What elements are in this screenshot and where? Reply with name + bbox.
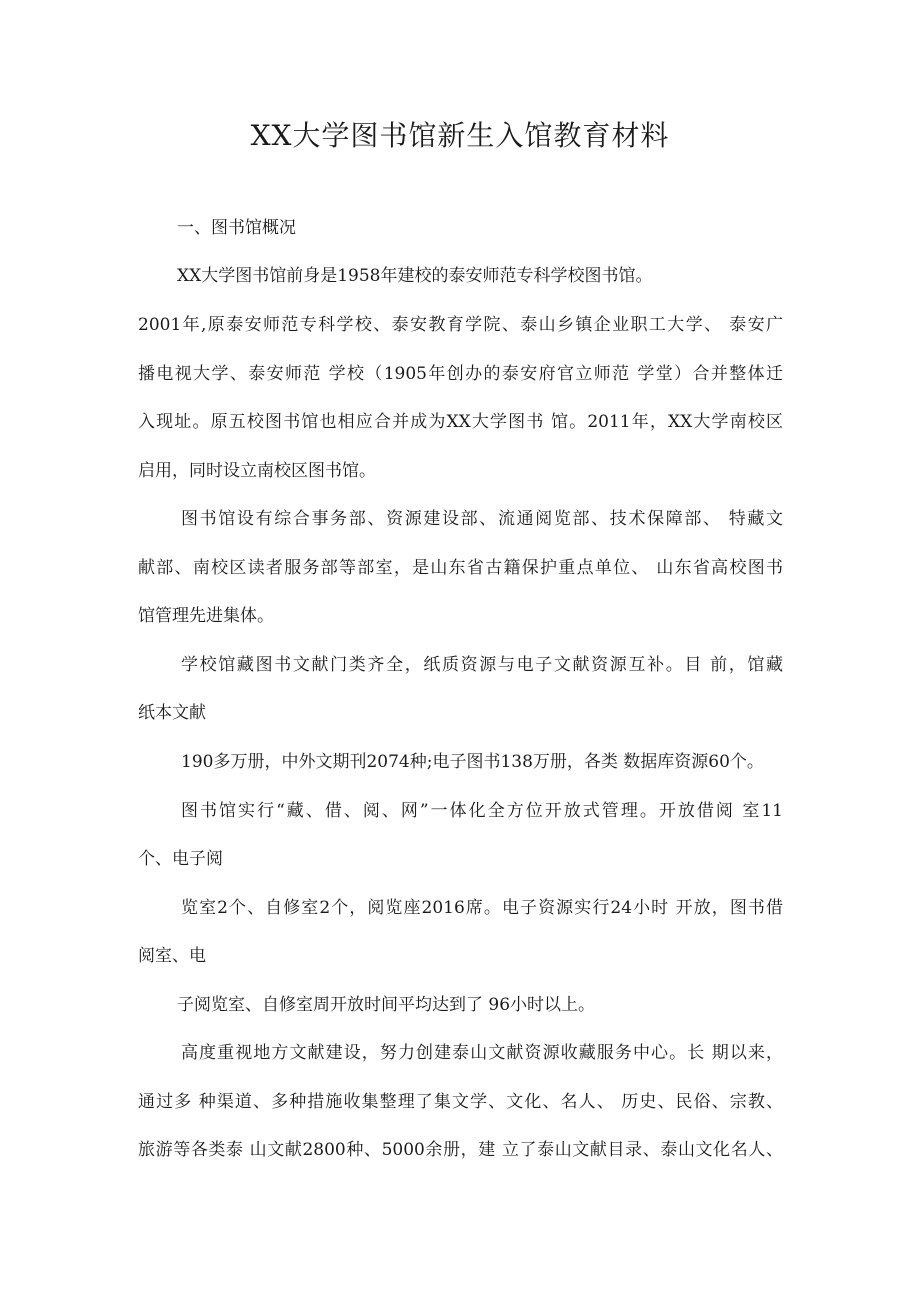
paragraph-line: 馆管理先进集体。 xyxy=(138,606,274,626)
paragraph-line: 通过多 种渠道、多种措施收集整理了集文学、文化、名人、 历史、民俗、宗教、 xyxy=(138,1092,783,1112)
paragraph-line: 个、电子阅 xyxy=(138,849,223,869)
paragraph-line: 入现址。原五校图书馆也相应合并成为XX大学图书 馆。2011年，XX大学南校区 xyxy=(138,412,783,432)
paragraph-line: 览室2个、自修室2个，阅览座2016席。电子资源实行24小时 开放，图书借 xyxy=(181,898,783,918)
paragraph-line: 旅游等各类泰 山文献2800种、5000余册，建 立了泰山文献目录、泰山文化名人、 xyxy=(138,1140,783,1160)
paragraph-line: 献部、南校区读者服务部等部室，是山东省古籍保护重点单位、 山东省高校图书 xyxy=(138,558,783,578)
section-heading: 一、图书馆概况 xyxy=(177,218,296,238)
paragraph-line: XX大学图书馆前身是1958年建校的泰安师范专科学校图书馆。 xyxy=(177,266,653,286)
document-title: XX大学图书馆新生入馆教育材料 xyxy=(250,119,670,152)
paragraph-line: 阅室、电 xyxy=(138,946,206,966)
paragraph-line: 图书馆设有综合事务部、资源建设部、流通阅览部、技术保障部、 特藏文 xyxy=(181,509,783,529)
paragraph-line: 学校馆藏图书文献门类齐全，纸质资源与电子文献资源互补。目 前，馆藏 xyxy=(181,655,783,675)
paragraph-line: 图书馆实行“藏、借、阅、网”一体化全方位开放式管理。开放借阅 室11 xyxy=(181,801,783,821)
paragraph-line: 2001年,原泰安师范专科学校、泰安教育学院、泰山乡镇企业职工大学、 泰安广 xyxy=(138,315,783,335)
paragraph-line: 子阅览室、自修室周开放时间平均达到了 96小时以上。 xyxy=(177,995,596,1015)
paragraph-line: 启用，同时设立南校区图书馆。 xyxy=(138,461,376,481)
paragraph-line: 纸本文献 xyxy=(138,703,206,723)
paragraph-line: 高度重视地方文献建设，努力创建泰山文献资源收藏服务中心。长 期以来， xyxy=(181,1043,783,1063)
paragraph-line: 190多万册，中外文期刊2074种;电子图书138万册，各类 数据库资源60个。 xyxy=(181,752,764,772)
paragraph-line: 播电视大学、泰安师范 学校（1905年创办的泰安府官立师范 学堂）合并整体迁 xyxy=(138,364,783,384)
